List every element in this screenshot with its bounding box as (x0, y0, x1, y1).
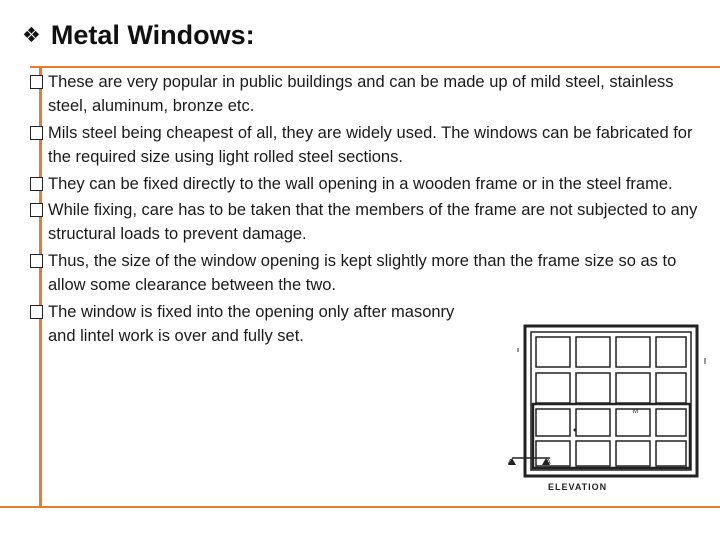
list-item: Mils steel being cheapest of all, they are widely used. The windows can be fabricated for the required size using light rolled steel sections. (30, 121, 710, 170)
window-elevation-figure (500, 318, 710, 498)
slide-title (22, 20, 255, 51)
window-inner-frame (531, 332, 691, 470)
checkbox-bullet-icon (30, 203, 43, 217)
checkbox-bullet-icon (30, 126, 43, 140)
checkbox-bullet-icon (30, 254, 43, 268)
section-mark-a-left: A (508, 459, 513, 466)
window-outer-frame (525, 326, 697, 476)
figure-caption: ELEVATION (548, 482, 608, 492)
diamond-bullet-icon: ❖ (22, 24, 41, 47)
window-grid (536, 337, 686, 466)
section-mark-a-right: A (546, 459, 551, 466)
accent-rule-bottom (0, 506, 720, 508)
list-item: Thus, the size of the window opening is kept slightly more than the frame size so as to allow some clearance between the two. (30, 249, 710, 298)
list-item: These are very popular in public buildings and can be made up of mild steel, stainless steel, aluminum, bronze etc. (30, 70, 710, 119)
list-item: The window is fixed into the opening only after masonry and lintel work is over and fully set. (30, 300, 710, 349)
checkbox-bullet-icon (30, 75, 43, 89)
list-item: They can be fixed directly to the wall opening in a wooden frame or in the steel frame. (30, 172, 710, 196)
accent-rule-top (30, 66, 720, 68)
slide-title-text: Metal Windows: (50, 20, 255, 50)
bullet-list (30, 70, 710, 350)
checkbox-bullet-icon (30, 305, 43, 319)
figure-label-m: M (633, 409, 638, 415)
checkbox-bullet-icon (30, 177, 43, 191)
list-item: While fixing, care has to be taken that the members of the frame are not subjected to any structural loads to prevent damage. (30, 198, 710, 247)
hinge-dot (574, 429, 577, 432)
